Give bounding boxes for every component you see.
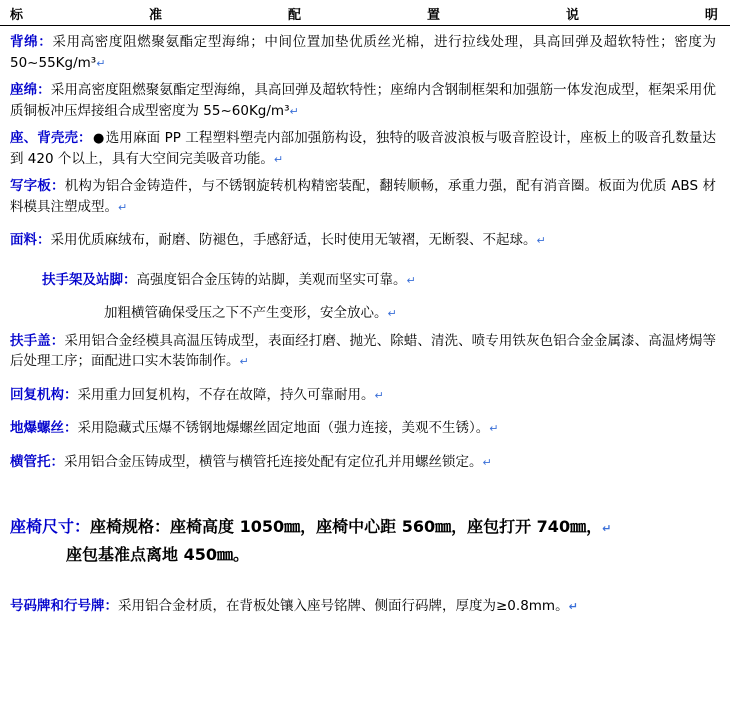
title-col-4: 说 <box>565 8 579 23</box>
spec-label: 写字板： <box>10 178 65 195</box>
document-body <box>0 26 730 616</box>
spec-paragraph-tube-bracket <box>10 452 716 473</box>
paragraph-mark: ↵ <box>406 273 416 287</box>
spec-text: 高强度铝合金压铸的站脚，美观而坚实可靠。 <box>136 271 407 288</box>
spec-paragraph-fabric <box>10 230 716 251</box>
spec-label: 面料： <box>10 232 51 249</box>
spec-text: 采用高密度阻燃聚氨酯定型海绵，具高回弹及超软特性；座绵内含钢制框架和加强筋一体发泡成型，框架采用优质铜板冲压焊接组合成型密度为 55~60Kg/m³ <box>10 82 717 119</box>
spec-text: 采用铝合金压铸成型，横管与横管托连接处配有定位孔并用螺丝锁定。 <box>64 453 483 470</box>
bullet-icon: ● <box>93 131 105 147</box>
spec-text: 加粗横管确保受压之下不产生变形，安全放心。 <box>104 305 388 322</box>
spec-label: 号码牌和行号牌： <box>10 597 118 614</box>
spec-text: 机构为铝合金铸造件，与不锈钢旋转机构精密装配，翻转顺畅，承重力强，配有消音圈。板面为优质 ABS 材料模具注塑成型。 <box>10 178 716 215</box>
paragraph-mark: ↵ <box>387 307 397 321</box>
title-col-1: 准 <box>148 8 162 23</box>
spec-text: 采用高密度阻燃聚氨酯定型海绵；中间位置加垫优质丝光棉，进行拉线处理，具高回弹及超软特性；密度为 50~55Kg/m³ <box>10 34 717 71</box>
spec-text: 采用铝合金经模具高温压铸成型，表面经打磨、抛光、除蜡、清洗、喷专用铁灰色铝合金金属漆、高温烤焗等后处理工序；面配进口实木装饰制作。 <box>10 332 717 370</box>
dimensions-line-2: 座包基准点离地 450㎜。 <box>66 544 249 564</box>
spec-paragraph-tube <box>10 303 716 324</box>
dimensions-spec-label: 座椅规格： <box>90 517 171 537</box>
spec-text: 采用重力回复机构，不存在故障，持久可靠耐用。 <box>77 386 375 403</box>
title-col-3: 置 <box>426 8 440 23</box>
spec-paragraph-shell <box>10 128 716 169</box>
paragraph-mark: ↵ <box>96 56 106 70</box>
spec-label: 回复机构： <box>10 386 78 403</box>
seat-dimensions-block <box>10 513 716 567</box>
paragraph-mark: ↵ <box>489 422 499 436</box>
title-col-0: 标 <box>10 8 24 23</box>
spec-label: 座、背壳売： <box>10 130 92 147</box>
paragraph-mark: ↵ <box>374 388 384 402</box>
spec-text: 采用隐藏式压爆不锈钢地爆螺丝固定地面（强力连接，美观不生锈）。 <box>77 420 490 437</box>
dimensions-label: 座椅尺寸： <box>10 517 91 537</box>
dimensions-line-1: 座椅高度 1050㎜，座椅中心距 560㎜，座包打开 740㎜， <box>170 517 603 537</box>
spec-paragraph-return-mechanism <box>10 385 716 406</box>
paragraph-mark: ↵ <box>239 355 249 369</box>
spacer <box>10 479 716 499</box>
spec-paragraph-beimian <box>10 32 716 73</box>
spec-label: 扶手盖： <box>10 332 65 349</box>
paragraph-mark: ↵ <box>602 522 612 536</box>
spec-label: 横管托： <box>10 453 64 470</box>
paragraph-mark: ↵ <box>273 152 284 166</box>
spec-paragraph-armrest-frame <box>10 270 716 291</box>
spec-paragraph-number-plate <box>10 596 716 617</box>
spacer <box>10 576 716 596</box>
paragraph-mark: ↵ <box>568 599 578 613</box>
spec-paragraph-armrest-cover <box>10 331 716 372</box>
spec-label: 地爆螺丝： <box>10 420 78 437</box>
paragraph-mark: ↵ <box>118 200 128 214</box>
spec-label: 座绵： <box>10 82 51 99</box>
spec-label: 扶手架及站脚： <box>42 271 137 288</box>
paragraph-mark: ↵ <box>289 104 299 118</box>
spec-label: 背绵： <box>10 34 53 50</box>
spec-text: 采用铝合金材质，在背板处镶入座号铭牌、侧面行码牌，厚度为≥0.8mm。 <box>118 597 569 614</box>
spacer <box>10 258 716 270</box>
title-col-5: 明 <box>704 8 718 23</box>
spec-text: 选用麻面 PP 工程塑料塑壳内部加强筋构设，独特的吸音波浪板与吸音腔设计，座板上的吸音孔数量达到 420 个以上，具有大空间完美吸音功能。 <box>10 130 716 167</box>
paragraph-mark: ↵ <box>482 455 492 469</box>
spec-paragraph-writing-board <box>10 176 716 217</box>
spec-text: 采用优质麻绒布，耐磨、防褪色，手感舒适，长时使用无皱褶，无断裂、不起球。 <box>50 232 537 249</box>
spec-paragraph-anchor-screw <box>10 418 716 439</box>
spec-paragraph-zuomian <box>10 80 716 121</box>
page-title <box>0 0 730 26</box>
title-col-2: 配 <box>287 8 301 23</box>
paragraph-mark: ↵ <box>536 234 546 248</box>
